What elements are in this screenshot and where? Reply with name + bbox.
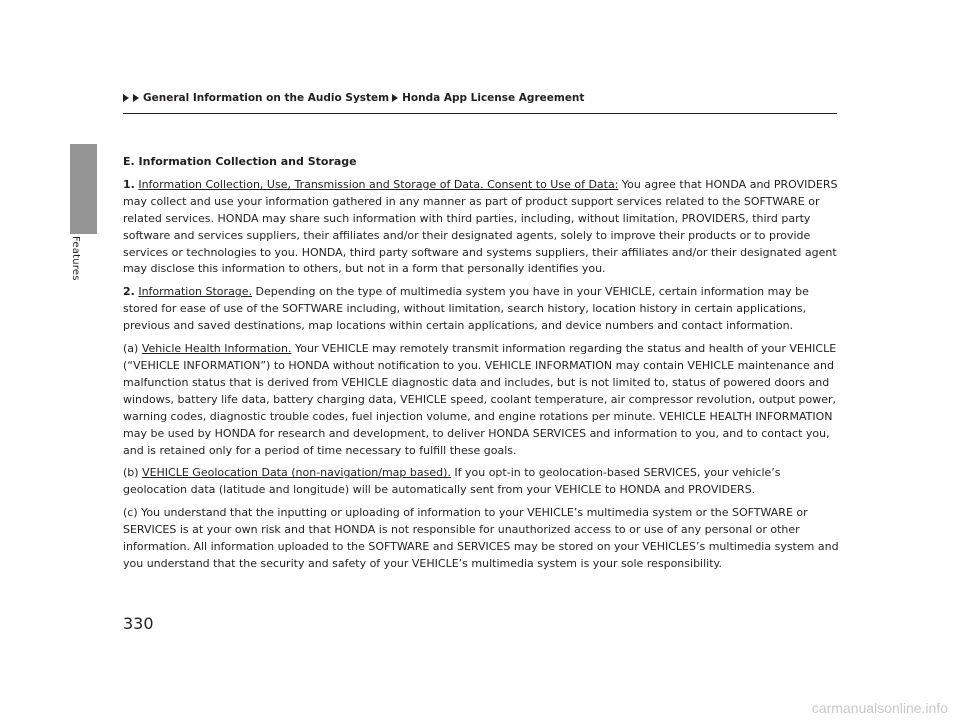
paragraph-prefix: (a) [123, 342, 142, 356]
watermark: carmanualsonline.info [811, 700, 948, 716]
paragraph-title: Information Storage. [138, 285, 253, 299]
breadcrumb-item[interactable]: General Information on the Audio System [143, 92, 390, 104]
paragraph-a [123, 341, 843, 459]
paragraph-c: (c) You understand that the inputting or uploading of information to your VEHICLE’s multimedia system or the SOFTWARE or SERVICES is at your own risk and that HONDA is not responsible for unauthorized access to or use of any personal or other information. All information uploaded to the SOFTWARE and SERVICES may be stored on your VEHICLES’s multimedia system and you understand that the security and safety of your VEHICLE’s multimedia system is your sole responsibility. [123, 506, 839, 570]
section-heading: E. Information Collection and Storage [123, 155, 357, 168]
header-divider [123, 113, 837, 114]
paragraph-b [123, 465, 843, 499]
paragraph-title: Information Collection, Use, Transmission and Storage of Data. Consent to Use of Data: [138, 177, 619, 191]
section-label-text: Features [70, 236, 81, 281]
document-body [123, 154, 843, 579]
paragraph-body: Depending on the type of multimedia system you have in your VEHICLE, certain information may be stored for ease of use of the SOFTWARE including, without limitation, search history, location history in certain applications, previous and saved destinations, map locations within certain applications, and device numbers and contact information. [123, 285, 809, 333]
paragraph-2 [123, 284, 843, 335]
arrow-right-icon [123, 94, 129, 102]
page-number: 330 [123, 614, 154, 633]
paragraph-title: VEHICLE Geolocation Data (non-navigation/map based). [142, 466, 451, 480]
paragraph-title: Vehicle Health Information. [141, 342, 292, 356]
arrow-right-icon [392, 94, 398, 102]
paragraph-prefix: (b) [123, 466, 143, 480]
paragraph-1 [123, 177, 843, 278]
paragraph-body: Your VEHICLE may remotely transmit information regarding the status and health of your VEHICLE (“VEHICLE INFORMATION”) to HONDA without notification to you. VEHICLE INFORMATION may contain VEHICLE maintenance and malfunction status that is derived from VEHICLE diagnostic data and includes, but is not limited to, status of powered doors and windows, battery life data, battery charging data, VEHICLE speed, coolant temperature, air compressor revolution, output power, warning codes, diagnostic trouble codes, fuel injection volume, and engine rotations per minute. VEHICLE HEALTH INFORMATION may be used by HONDA for research and development, to deliver HONDA SERVICES and information to you, and to contact you, and is retained only for a period of time necessary to fulfill these goals. [123, 342, 837, 457]
section-tab [70, 144, 97, 234]
paragraph-number: 2. [123, 285, 135, 299]
paragraph-body: You agree that HONDA and PROVIDERS may collect and use your information gathered in any manner as part of product support services related to the SOFTWARE or related services. HONDA may share such information with third parties, including, without limitation, PROVIDERS, third party software and services suppliers, their affiliates and/or their designated agents, solely to improve their products or to provide services or technologies to you. HONDA, third party software and systems suppliers, their affiliates and/or their designated agent may disclose this information to others, but not in a form that personally identifies you. [123, 177, 838, 276]
paragraph-number: 1. [123, 177, 135, 191]
breadcrumb-item[interactable]: Honda App License Agreement [402, 92, 585, 104]
breadcrumb [123, 92, 584, 104]
arrow-right-icon [133, 94, 139, 102]
section-label [70, 234, 97, 294]
paragraph-body: If you opt-in to geolocation-based SERVICES, your vehicle’s geolocation data (latitude and longitude) will be automatically sent from your VEHICLE to HONDA and PROVIDERS. [123, 466, 781, 497]
